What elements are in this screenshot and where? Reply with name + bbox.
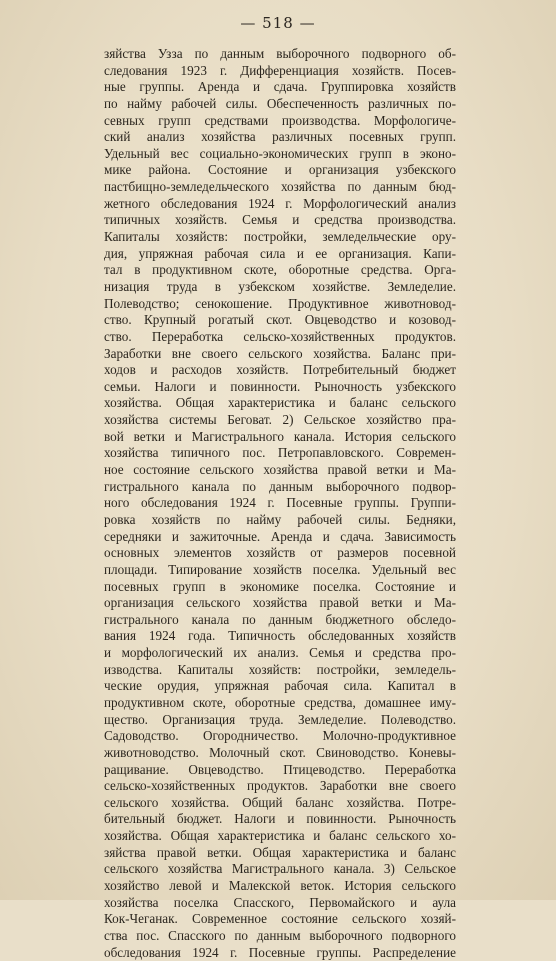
text-line: хозяйство левой и Малекской веток. История сельского	[104, 878, 456, 894]
text-line: хозяйства поселка Спасского, Первомайского и аула	[104, 894, 456, 910]
text-line: жетного обследования 1924 г. Морфологический анализ	[104, 195, 456, 211]
text-line: Капиталы хозяйств: постройки, земледельческие ору-	[104, 229, 456, 245]
text-line: организация сельского хозяйства правой ветки и Ма-	[104, 595, 456, 611]
text-line: ровка хозяйств по найму рабочей силы. Бедняки,	[104, 511, 456, 527]
text-line: щество. Организация труда. Земледелие. Полеводство.	[104, 711, 456, 727]
text-line: хозяйства. Общая характеристика и баланс сельского хо-	[104, 828, 456, 844]
text-line: ные группы. Аренда и сдача. Группировка хозяйств	[104, 79, 456, 95]
text-line: основных элементов хозяйств от размеров посевной	[104, 545, 456, 561]
text-line: Заработки вне своего сельского хозяйства. Баланс при-	[104, 345, 456, 361]
text-line: середняки и зажиточные. Аренда и сдача. Зависимость	[104, 528, 456, 544]
text-line: низация труда в узбекском хозяйстве. Земледелие.	[104, 278, 456, 294]
text-line: Садоводство. Огородничество. Молочно-продуктивное	[104, 728, 456, 744]
text-line: Полеводство; сенокошение. Продуктивное животновод-	[104, 295, 456, 311]
text-line: бительный бюджет. Налоги и повинности. Рыночность	[104, 811, 456, 827]
text-line: зяйства правой ветки. Общая характеристика и баланс	[104, 844, 456, 860]
text-line: Кок-Чеганак. Современное состояние сельского хозяй-	[104, 911, 456, 927]
text-line: вания 1924 года. Типичность обследованных хозяйств	[104, 628, 456, 644]
text-line: Удельный вес социально-экономических групп в эконо-	[104, 145, 456, 161]
text-line: ства пос. Спасского по данным выборочного подворного	[104, 927, 456, 943]
body-text	[104, 46, 456, 961]
text-line: хозяйства типичного пос. Петропавловского. Современ-	[104, 445, 456, 461]
text-line: гистрального канала по данным бюджетного обследо-	[104, 611, 456, 627]
text-line: ский анализ хозяйства различных посевных групп.	[104, 129, 456, 145]
text-line: ство. Крупный рогатый скот. Овцеводство и козовод-	[104, 312, 456, 328]
text-line: ращивание. Овцеводство. Птицеводство. Переработка	[104, 761, 456, 777]
text-line: ство. Переработка сельско-хозяйственных продуктов.	[104, 328, 456, 344]
text-line: вой ветки и Магистрального канала. История сельского	[104, 428, 456, 444]
text-line: сельского хозяйства Магистрального канала. 3) Сельское	[104, 861, 456, 877]
text-line: по найму рабочей силы. Обеспеченность различных по-	[104, 95, 456, 111]
text-line: ческие орудия, упряжная рабочая сила. Капитал в	[104, 678, 456, 694]
text-line: тал в продуктивном скоте, оборотные средства. Орга-	[104, 262, 456, 278]
text-line: зяйства Узза по данным выборочного подворного об-	[104, 46, 456, 61]
text-line: мике района. Состояние и организация узбекского	[104, 162, 456, 178]
text-line: продуктивном скоте, оборотные средства, домашнее иму-	[104, 694, 456, 710]
text-line: гистрального канала по данным выборочного подвор-	[104, 478, 456, 494]
text-line: сельского хозяйства. Общий баланс хозяйства. Потре-	[104, 794, 456, 810]
text-line: и морфологический их анализ. Семья и средства про-	[104, 645, 456, 661]
text-line: семьи. Налоги и повинности. Рыночность узбекского	[104, 378, 456, 394]
text-line: дия, упряжная рабочая сила и ее организация. Капи-	[104, 245, 456, 261]
text-line: ходов и расходов хозяйств. Потребительный бюджет	[104, 362, 456, 378]
text-line: ного обследования 1924 г. Посевные группы. Группи-	[104, 495, 456, 511]
text-line: посевных групп в экономике поселка. Состояние и	[104, 578, 456, 594]
text-line: ное состояние сельского хозяйства правой ветки и Ма-	[104, 462, 456, 478]
text-line: сельско-хозяйственных продуктов. Заработки вне своего	[104, 778, 456, 794]
text-line: хозяйства. Общая характеристика и баланс сельского	[104, 395, 456, 411]
text-line: изводства. Капиталы хозяйств: постройки, земледель-	[104, 661, 456, 677]
text-line: хозяйства системы Беговат. 2) Сельское хозяйство пра-	[104, 412, 456, 428]
text-line: животноводство. Молочный скот. Свиноводство. Коневы-	[104, 744, 456, 760]
text-line: следования 1923 г. Дифференциация хозяйств. Посев-	[104, 62, 456, 78]
text-line: обследования 1924 г. Посевные группы. Распределение	[104, 944, 456, 960]
text-line: севных групп средствами производства. Морфологиче-	[104, 112, 456, 128]
text-line: площади. Типирование хозяйств поселка. Удельный вес	[104, 561, 456, 577]
text-line: типичных хозяйств. Семья и средства производства.	[104, 212, 456, 228]
text-line: пастбищно-земледельческого хозяйства по данным бюд-	[104, 179, 456, 195]
page-number: — 518 —	[240, 14, 316, 32]
